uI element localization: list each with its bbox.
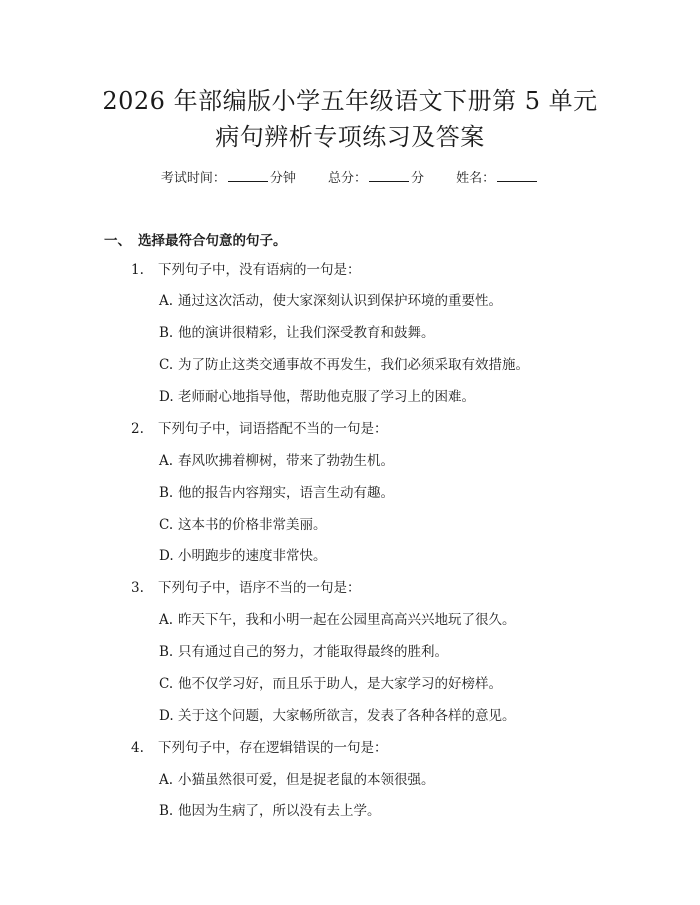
option-letter: A. bbox=[159, 612, 174, 628]
option-letter: A. bbox=[159, 293, 174, 309]
option-1c bbox=[159, 356, 529, 374]
option-text: 他的演讲很精彩，让我们深受教育和鼓舞。 bbox=[178, 325, 435, 341]
total-score-label: 总分： bbox=[327, 171, 367, 186]
question-stem: 下列句子中，存在逻辑错误的一句是： bbox=[158, 740, 388, 756]
option-3b bbox=[159, 643, 448, 661]
option-letter: D. bbox=[159, 389, 174, 405]
document-subtitle: 病句辨析专项练习及答案 bbox=[215, 123, 485, 151]
option-text: 通过这次活动，使大家深刻认识到保护环境的重要性。 bbox=[178, 293, 502, 309]
option-1d bbox=[159, 388, 475, 406]
section-title: 选择最符合句意的句子。 bbox=[138, 233, 287, 249]
option-letter: A. bbox=[159, 772, 174, 788]
option-letter: A. bbox=[159, 453, 174, 469]
question-stem: 下列句子中，语序不当的一句是： bbox=[158, 580, 361, 596]
option-2b bbox=[159, 484, 394, 502]
option-2d bbox=[159, 547, 327, 565]
option-text: 为了防止这类交通事故不再发生，我们必须采取有效措施。 bbox=[178, 357, 529, 373]
exam-time-label: 考试时间： bbox=[160, 171, 226, 186]
name-blank bbox=[497, 169, 537, 182]
option-text: 他因为生病了，所以没有去上学。 bbox=[178, 803, 381, 819]
document-title: 2026 年部编版小学五年级语文下册第 5 单元 bbox=[102, 87, 598, 115]
section-heading bbox=[104, 229, 287, 249]
option-4b bbox=[159, 802, 381, 820]
option-3a bbox=[159, 611, 516, 629]
question-3 bbox=[131, 579, 361, 597]
option-text: 他不仅学习好，而且乐于助人，是大家学习的好榜样。 bbox=[178, 676, 502, 692]
option-letter: B. bbox=[159, 644, 174, 660]
option-2c bbox=[159, 516, 327, 534]
option-text: 关于这个问题，大家畅所欲言，发表了各种各样的意见。 bbox=[178, 708, 516, 724]
question-1 bbox=[131, 261, 361, 279]
question-number: 3. bbox=[131, 580, 144, 596]
option-text: 小明跑步的速度非常快。 bbox=[178, 548, 327, 564]
question-stem: 下列句子中，词语搭配不当的一句是： bbox=[158, 421, 388, 437]
option-letter: B. bbox=[159, 485, 174, 501]
option-1a bbox=[159, 292, 502, 310]
option-letter: C. bbox=[159, 676, 174, 692]
question-number: 4. bbox=[131, 740, 144, 756]
option-letter: D. bbox=[159, 548, 174, 564]
question-number: 2. bbox=[131, 421, 144, 437]
exam-time-unit: 分钟 bbox=[269, 171, 296, 186]
section-number: 一、 bbox=[104, 233, 131, 249]
option-letter: B. bbox=[159, 325, 174, 341]
question-4 bbox=[131, 739, 388, 757]
option-text: 只有通过自己的努力，才能取得最终的胜利。 bbox=[178, 644, 448, 660]
option-1b bbox=[159, 324, 435, 342]
option-text: 春风吹拂着柳树，带来了勃勃生机。 bbox=[178, 453, 394, 469]
total-score-unit: 分 bbox=[411, 171, 425, 186]
option-text: 他的报告内容翔实，语言生动有趣。 bbox=[178, 485, 394, 501]
option-2a bbox=[159, 452, 394, 470]
question-number: 1. bbox=[131, 262, 144, 278]
exam-info-line bbox=[0, 169, 700, 188]
total-score-field bbox=[328, 169, 424, 188]
name-label: 姓名： bbox=[456, 171, 496, 186]
option-letter: B. bbox=[159, 803, 174, 819]
exam-time-field bbox=[161, 169, 296, 188]
total-score-blank bbox=[369, 169, 409, 182]
exam-time-blank bbox=[228, 169, 268, 182]
option-text: 昨天下午，我和小明一起在公园里高高兴兴地玩了很久。 bbox=[178, 612, 516, 628]
option-text: 老师耐心地指导他，帮助他克服了学习上的困难。 bbox=[178, 389, 475, 405]
option-letter: D. bbox=[159, 708, 174, 724]
option-text: 这本书的价格非常美丽。 bbox=[178, 517, 327, 533]
option-letter: C. bbox=[159, 517, 174, 533]
option-text: 小猫虽然很可爱，但是捉老鼠的本领很强。 bbox=[178, 772, 435, 788]
option-letter: C. bbox=[159, 357, 174, 373]
question-stem: 下列句子中，没有语病的一句是： bbox=[158, 262, 361, 278]
option-3c bbox=[159, 675, 502, 693]
name-field bbox=[456, 169, 539, 188]
option-4a bbox=[159, 771, 435, 789]
option-3d bbox=[159, 707, 516, 725]
question-2 bbox=[131, 420, 388, 438]
